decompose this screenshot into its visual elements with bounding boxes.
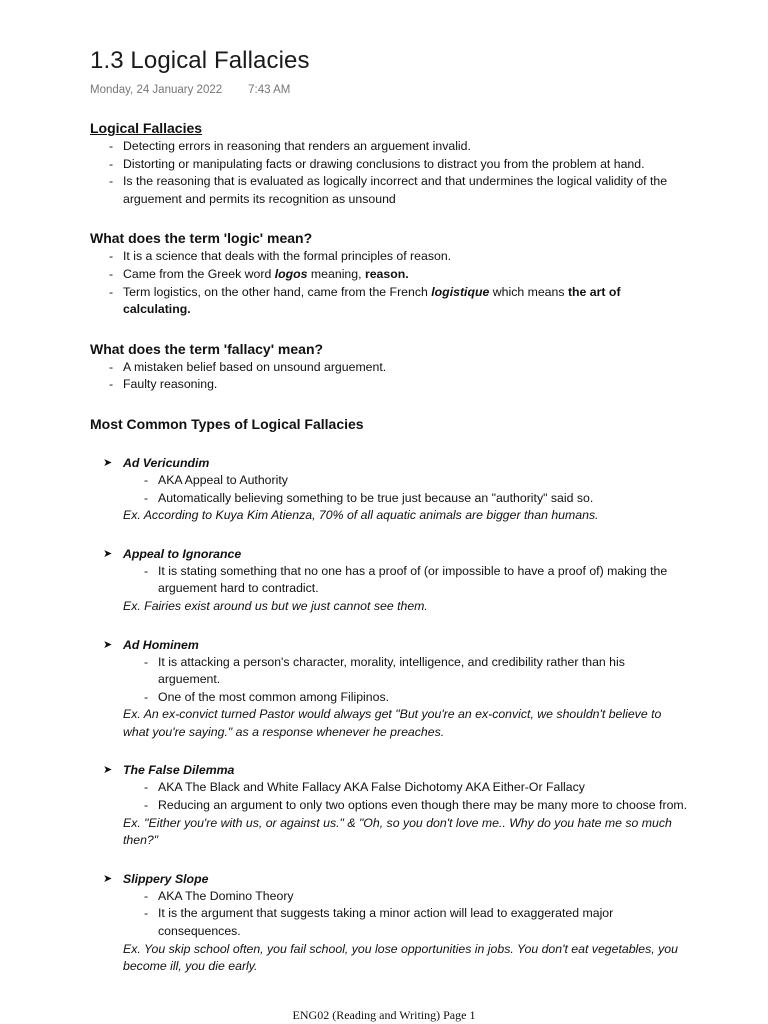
text: meaning, (307, 266, 365, 281)
fallacy-name: Slippery Slope (123, 871, 209, 886)
list-item: - AKA The Domino Theory (158, 888, 690, 906)
fallacy-points (90, 654, 690, 707)
page-content (90, 118, 690, 976)
fallacy-example: Ex. According to Kuya Kim Atienza, 70% of all aquatic animals are bigger than humans. (123, 508, 599, 523)
fallacy-points (90, 779, 690, 814)
term-logistique: logistique (431, 284, 490, 299)
fallacy-name: Ad Vericundim (123, 455, 210, 470)
fallacy-type-false-dilemma (90, 761, 690, 779)
logic-list (90, 248, 690, 318)
arrowhead-bullet-icon: ➤ (103, 456, 113, 469)
term-logos: logos (274, 266, 308, 281)
arrowhead-bullet-icon: ➤ (103, 547, 113, 560)
list-item (123, 266, 690, 284)
fallacy-example: Ex. Fairies exist around us but we just cannot see them. (123, 598, 428, 613)
fallacy-points (90, 888, 690, 941)
term-art-of-calculating: the art of calculating. (123, 284, 621, 317)
section-heading-logic: What does the term 'logic' mean? (90, 230, 313, 247)
page-meta (90, 82, 290, 98)
list-item: - Automatically believing something to be true just because an "authority" said so. (158, 490, 690, 508)
term-reason: reason. (364, 266, 409, 281)
arrowhead-bullet-icon: ➤ (103, 638, 113, 651)
fallacy-name: Appeal to Ignorance (123, 546, 242, 561)
list-item: - AKA Appeal to Authority (158, 472, 690, 490)
list-item: - It is stating something that no one has a proof of (or impossible to have a proof of) making the arguement hard to contradict. (158, 563, 690, 598)
arrowhead-bullet-icon: ➤ (103, 872, 113, 885)
section-heading-types: Most Common Types of Logical Fallacies (90, 415, 364, 432)
section-heading-fallacy: What does the term 'fallacy' mean? (90, 340, 324, 357)
text: Term logistics, on the other hand, came from the French (123, 284, 432, 299)
fallacy-points (90, 472, 690, 507)
list-item: - One of the most common among Filipinos. (158, 689, 690, 707)
list-item: - It is attacking a person's character, morality, intelligence, and credibility rather than his arguement. (158, 654, 690, 689)
fallacy-list (90, 359, 690, 394)
fallacy-name: The False Dilemma (123, 763, 235, 778)
page-title: 1.3 Logical Fallacies (90, 47, 310, 74)
section-heading-logical-fallacies: Logical Fallacies (90, 120, 203, 136)
fallacy-type-ad-vericundim (90, 454, 690, 472)
list-item: - Faulty reasoning. (123, 376, 690, 394)
page-time: 7:43 AM (248, 84, 291, 96)
list-item: - Detecting errors in reasoning that renders an arguement invalid. (123, 138, 690, 156)
page-date: Monday, 24 January 2022 (90, 84, 223, 96)
fallacy-type-ad-hominem (90, 636, 690, 654)
list-item: - AKA The Black and White Fallacy AKA False Dichotomy AKA Either-Or Fallacy (158, 779, 690, 797)
page-footer: ENG02 (Reading and Writing) Page 1 (292, 1008, 476, 1022)
fallacy-example: Ex. You skip school often, you fail school, you lose opportunities in jobs. You don't eat vegetables, you become ill, you die early. (123, 941, 678, 974)
fallacy-example: Ex. An ex-convict turned Pastor would always get "But you're an ex-convict, we shouldn't believe to what you're saying." as a response whenever he preaches. (123, 707, 662, 739)
fallacy-type-appeal-to-ignorance (90, 545, 690, 563)
logical-fallacies-list (90, 138, 690, 208)
list-item: - Is the reasoning that is evaluated as logically incorrect and that undermines the logical validity of the arguement and permits its recognition as unsound (123, 173, 690, 208)
fallacy-type-slippery-slope (90, 870, 690, 888)
text: which means (489, 284, 568, 299)
list-item: - Distorting or manipulating facts or drawing conclusions to distract you from the problem at hand. (123, 156, 690, 174)
list-item: - It is a science that deals with the formal principles of reason. (123, 248, 690, 266)
list-item: - A mistaken belief based on unsound arguement. (123, 359, 690, 377)
text: Came from the Greek word (123, 266, 275, 281)
list-item (123, 284, 690, 319)
fallacy-points (90, 563, 690, 598)
list-item: - It is the argument that suggests taking a minor action will lead to exaggerated major consequences. (158, 905, 690, 940)
fallacy-example: Ex. "Either you're with us, or against us." & "Oh, so you don't love me.. Why do you hate me so much then?" (123, 815, 672, 848)
arrowhead-bullet-icon: ➤ (103, 764, 113, 777)
list-item: - Reducing an argument to only two options even though there may be many more to choose from. (158, 797, 690, 815)
fallacy-name: Ad Hominem (123, 637, 199, 652)
